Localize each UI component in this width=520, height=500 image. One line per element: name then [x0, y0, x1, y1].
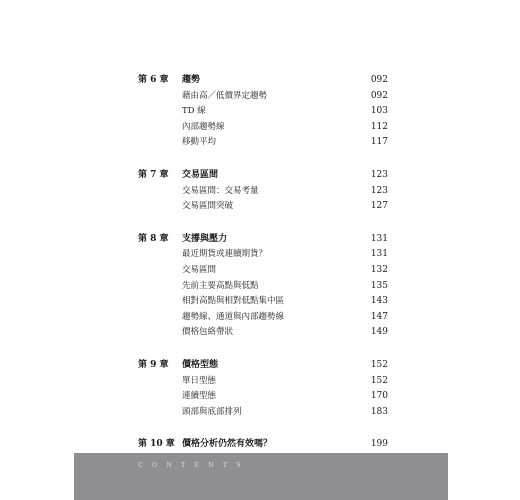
- chapter-title: 價格分析仍然有效嗎？: [182, 439, 273, 450]
- chapter-page-number: 152: [370, 359, 388, 370]
- section-row[interactable]: [138, 374, 388, 390]
- section-title: 藉由高／低價界定趨勢: [182, 90, 268, 101]
- chapter-heading-row[interactable]: [138, 168, 388, 184]
- toc-chapter: [138, 73, 388, 151]
- section-page-number: 117: [370, 137, 388, 148]
- chapter-title: 支撐與壓力: [182, 233, 228, 244]
- section-title: 相對高點與相對低點集中區: [182, 296, 285, 307]
- chapter-number: 第 10 章: [138, 439, 175, 450]
- section-title: 內部趨勢線: [182, 121, 225, 132]
- footer-band: [74, 453, 448, 500]
- toc-chapter: [138, 358, 388, 420]
- chapter-heading-row[interactable]: [138, 73, 388, 89]
- section-row[interactable]: [138, 120, 388, 136]
- section-row[interactable]: [138, 247, 388, 263]
- section-page-number: 147: [370, 311, 388, 322]
- section-title: 最近期貨或連續期貨？: [182, 249, 268, 260]
- chapter-page-number: 199: [370, 439, 388, 450]
- chapter-number: 第 6 章: [138, 75, 169, 85]
- chapter-number: 第 7 章: [138, 169, 169, 180]
- chapter-page-number: 123: [370, 169, 388, 180]
- section-page-number: 143: [370, 296, 388, 307]
- section-page-number: 152: [370, 375, 388, 386]
- section-row[interactable]: [138, 405, 388, 421]
- section-title: 頭部與底部排列: [182, 406, 242, 417]
- section-page-number: 092: [370, 90, 388, 101]
- section-row[interactable]: [138, 135, 388, 151]
- section-title: 先前主要高點與低點: [182, 280, 259, 291]
- section-row[interactable]: [138, 104, 388, 120]
- chapter-title: 交易區間: [182, 169, 219, 180]
- section-title: 交易區間突破: [182, 201, 234, 212]
- chapter-page-number: 131: [370, 233, 388, 244]
- section-title: 趨勢線、通道與內部趨勢線: [182, 311, 285, 322]
- footer-contents-label: CONTENTS: [138, 461, 250, 469]
- section-row[interactable]: [138, 89, 388, 105]
- section-row[interactable]: [138, 325, 388, 341]
- section-title: 價格包絡帶狀: [182, 327, 234, 338]
- section-page-number: 135: [370, 280, 388, 291]
- section-page-number: 112: [370, 121, 388, 132]
- section-page-number: 127: [370, 201, 388, 212]
- section-row[interactable]: [138, 389, 388, 405]
- table-of-contents: [138, 73, 388, 470]
- chapter-page-number: 092: [370, 75, 388, 85]
- section-row[interactable]: [138, 310, 388, 326]
- section-page-number: 132: [370, 264, 388, 275]
- section-page-number: 131: [370, 249, 388, 260]
- section-title: 移動平均: [182, 137, 217, 148]
- section-page-number: 149: [370, 327, 388, 338]
- section-page-number: 183: [370, 406, 388, 417]
- section-row[interactable]: [138, 279, 388, 295]
- chapter-number: 第 9 章: [138, 359, 169, 370]
- section-page-number: 170: [370, 391, 388, 402]
- chapter-heading-row[interactable]: [138, 232, 388, 248]
- toc-chapter: [138, 437, 388, 453]
- chapter-title: 價格型態: [182, 359, 219, 370]
- toc-chapter: [138, 168, 388, 215]
- section-row[interactable]: [138, 263, 388, 279]
- section-title: 單日型態: [182, 375, 217, 386]
- section-row[interactable]: [138, 294, 388, 310]
- section-title: 交易區間: [182, 264, 217, 275]
- section-title: TD 線: [182, 106, 206, 117]
- chapter-heading-row[interactable]: [138, 437, 388, 453]
- section-page-number: 103: [370, 106, 388, 117]
- chapter-heading-row[interactable]: [138, 358, 388, 374]
- toc-chapter: [138, 232, 388, 341]
- section-title: 連續型態: [182, 391, 217, 402]
- section-title: 交易區間：交易考量: [182, 185, 259, 196]
- section-row[interactable]: [138, 199, 388, 215]
- section-page-number: 123: [370, 185, 388, 196]
- chapter-number: 第 8 章: [138, 233, 169, 244]
- chapter-title: 趨勢: [182, 75, 201, 85]
- section-row[interactable]: [138, 184, 388, 200]
